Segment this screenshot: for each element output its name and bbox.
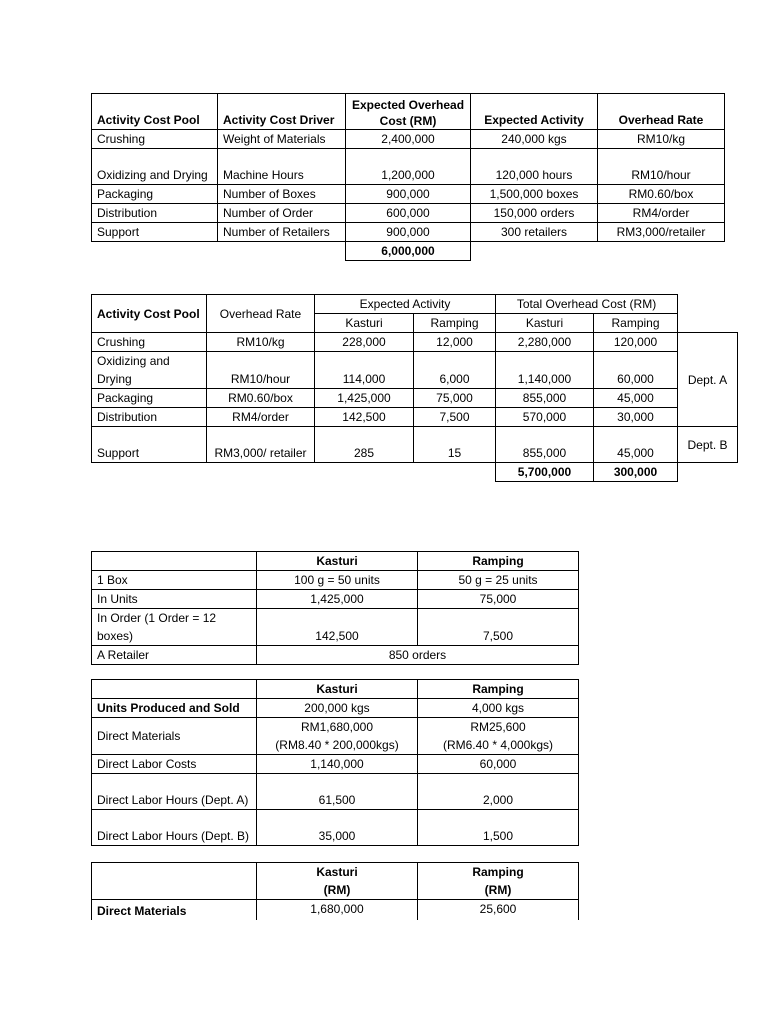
cost-summary-table (91, 862, 579, 920)
cell: RM10/hour (598, 149, 725, 185)
cell: RM0.60/box (598, 185, 725, 204)
header-line: Kasturi (316, 865, 358, 879)
cell: Direct Materials (92, 900, 257, 921)
cell: RM10/kg (207, 333, 315, 352)
cell: Support (92, 427, 207, 463)
col-header (418, 863, 579, 900)
cell (418, 718, 579, 755)
col-header: Expected Overhead Cost (RM) (346, 94, 471, 130)
cell: 2,000 (418, 774, 579, 810)
header-line: (RM) (323, 883, 351, 897)
cell-line: RM1,680,000 (300, 720, 374, 734)
cell: 142,500 (315, 408, 414, 427)
cell: 1,200,000 (346, 149, 471, 185)
cell: 114,000 (315, 352, 414, 389)
cell: 25,600 (418, 900, 579, 921)
cell: 150,000 orders (471, 204, 598, 223)
cell: 45,000 (594, 427, 678, 463)
cell-line: (RM8.40 * 200,000kgs) (275, 738, 399, 752)
cell: Support (92, 223, 218, 242)
subheader: Ramping (594, 314, 678, 333)
cell: 120,000 hours (471, 149, 598, 185)
col-header: Expected Activity (315, 295, 496, 314)
cell: RM0.60/box (207, 389, 315, 408)
cell: Oxidizing and Drying (92, 149, 218, 185)
col-header: Activity Cost Pool (92, 94, 218, 130)
col-header: Kasturi (257, 680, 418, 699)
subheader: Ramping (414, 314, 496, 333)
cell: RM10/hour (207, 352, 315, 389)
col-header: Expected Activity (471, 94, 598, 130)
cell: 75,000 (418, 590, 579, 609)
col-header: Ramping (418, 552, 579, 571)
total-cell: 300,000 (594, 463, 678, 482)
cell: RM4/order (598, 204, 725, 223)
cell: 4,000 kgs (418, 699, 579, 718)
cell: 1,140,000 (496, 352, 594, 389)
cell: 1 Box (92, 571, 257, 590)
cell: RM4/order (207, 408, 315, 427)
cell: Direct Materials (92, 718, 257, 755)
cell: Machine Hours (218, 149, 346, 185)
cell: RM3,000/ retailer (207, 427, 315, 463)
subheader: Kasturi (315, 314, 414, 333)
cell: In Units (92, 590, 257, 609)
cell: 6,000 (414, 352, 496, 389)
cell: Crushing (92, 333, 207, 352)
cell: 600,000 (346, 204, 471, 223)
cell: Crushing (92, 130, 218, 149)
header-line: Ramping (472, 865, 524, 879)
cell: 7,500 (418, 609, 579, 646)
cell: Weight of Materials (218, 130, 346, 149)
cell: 60,000 (418, 755, 579, 774)
total-cell: 6,000,000 (346, 242, 471, 261)
cell: 855,000 (496, 389, 594, 408)
cell: RM10/kg (598, 130, 725, 149)
cell: 1,500 (418, 810, 579, 846)
cell: A Retailer (92, 646, 257, 665)
dept-a-label: Dept. A (678, 333, 738, 427)
cell: 2,280,000 (496, 333, 594, 352)
cell: 30,000 (594, 408, 678, 427)
cell: Distribution (92, 408, 207, 427)
cell: 142,500 (257, 609, 418, 646)
cell: 850 orders (257, 646, 579, 665)
activity-cost-pool-table (91, 93, 725, 261)
cell: 900,000 (346, 223, 471, 242)
cell: Oxidizing and Drying (92, 352, 207, 389)
col-header: Total Overhead Cost (RM) (496, 295, 678, 314)
col-header: Overhead Rate (598, 94, 725, 130)
cell: Number of Retailers (218, 223, 346, 242)
cell: Packaging (92, 185, 218, 204)
cell: 1,140,000 (257, 755, 418, 774)
cell: Distribution (92, 204, 218, 223)
cell: Direct Labor Hours (Dept. A) (92, 774, 257, 810)
cell: 12,000 (414, 333, 496, 352)
cell: In Order (1 Order = 12 boxes) (92, 609, 257, 646)
cell: Number of Boxes (218, 185, 346, 204)
header-line: (RM) (484, 883, 512, 897)
overhead-allocation-table (91, 294, 738, 482)
production-table (91, 679, 579, 846)
subheader: Kasturi (496, 314, 594, 333)
total-cell: 5,700,000 (496, 463, 594, 482)
cell: 240,000 kgs (471, 130, 598, 149)
cell: 120,000 (594, 333, 678, 352)
cell: 300 retailers (471, 223, 598, 242)
cell: 100 g = 50 units (257, 571, 418, 590)
conversion-table (91, 551, 579, 665)
cell: Number of Order (218, 204, 346, 223)
col-header: Activity Cost Driver (218, 94, 346, 130)
cell: 45,000 (594, 389, 678, 408)
col-header: Overhead Rate (207, 295, 315, 333)
cell: 15 (414, 427, 496, 463)
col-header: Ramping (418, 680, 579, 699)
col-header (257, 863, 418, 900)
cell: Units Produced and Sold (92, 699, 257, 718)
cell: 1,680,000 (257, 900, 418, 921)
cell: 900,000 (346, 185, 471, 204)
cell: Direct Labor Costs (92, 755, 257, 774)
cell-line: (RM6.40 * 4,000kgs) (442, 738, 554, 752)
cell: 228,000 (315, 333, 414, 352)
col-header: Activity Cost Pool (92, 295, 207, 333)
cell: 7,500 (414, 408, 496, 427)
cell: 1,500,000 boxes (471, 185, 598, 204)
cell: 60,000 (594, 352, 678, 389)
cell: 200,000 kgs (257, 699, 418, 718)
cell: 61,500 (257, 774, 418, 810)
cell: 1,425,000 (257, 590, 418, 609)
col-header: Kasturi (257, 552, 418, 571)
cell: RM3,000/retailer (598, 223, 725, 242)
cell: Direct Labor Hours (Dept. B) (92, 810, 257, 846)
cell-line: RM25,600 (470, 720, 526, 734)
cell: 75,000 (414, 389, 496, 408)
cell (257, 718, 418, 755)
cell: 50 g = 25 units (418, 571, 579, 590)
dept-b-label: Dept. B (678, 427, 738, 463)
cell: 855,000 (496, 427, 594, 463)
cell: 285 (315, 427, 414, 463)
cell: 35,000 (257, 810, 418, 846)
cell: 570,000 (496, 408, 594, 427)
cell: 2,400,000 (346, 130, 471, 149)
cell: 1,425,000 (315, 389, 414, 408)
cell: Packaging (92, 389, 207, 408)
